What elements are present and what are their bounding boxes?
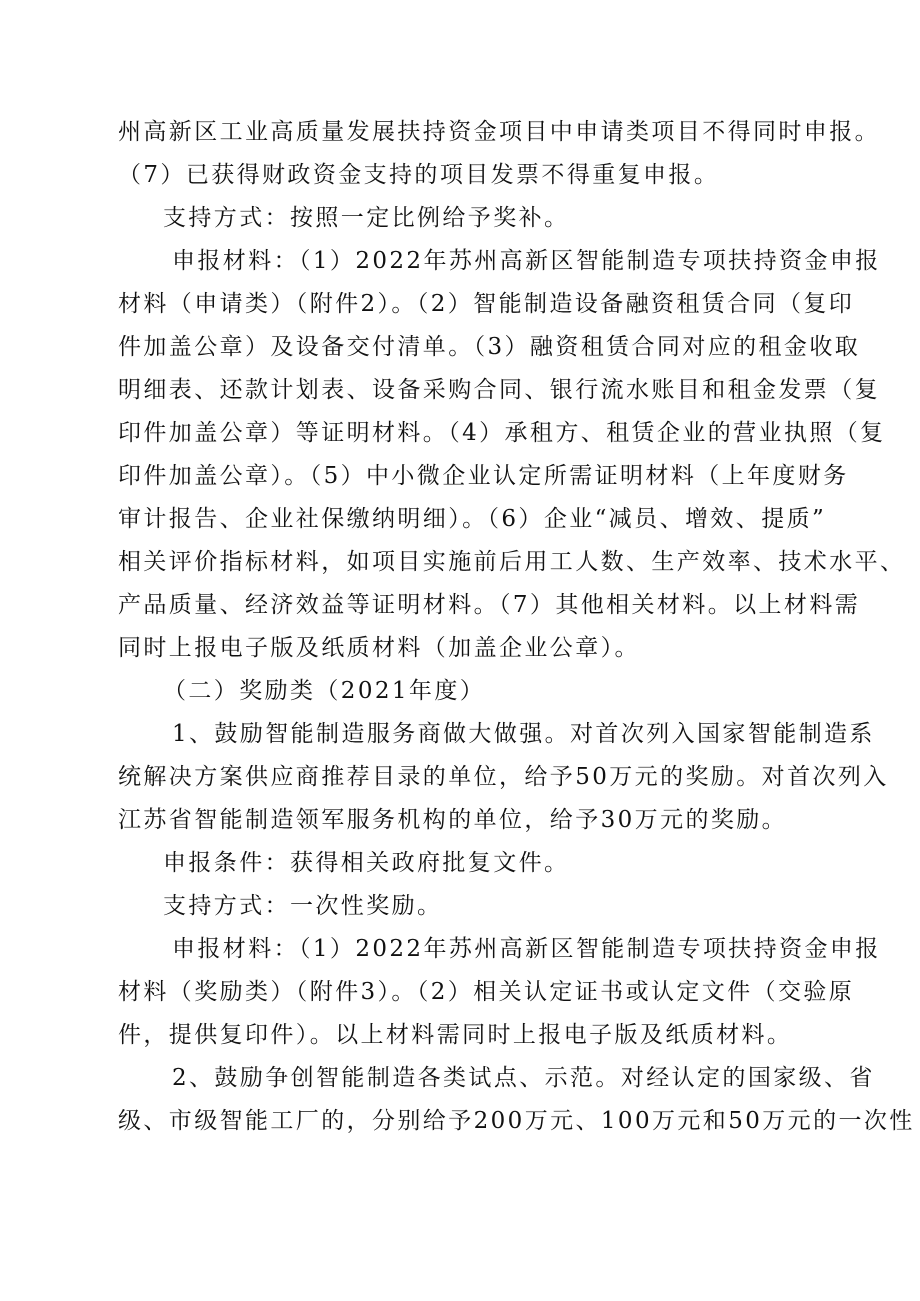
text-line: 2、鼓励争创智能制造各类试点、示范。对经认定的国家级、省 xyxy=(172,1065,875,1091)
text-line: 申报材料：（1）2022年苏州高新区智能制造专项扶持资金申报 xyxy=(172,936,881,962)
text-line: 支持方式：一次性奖励。 xyxy=(163,893,443,919)
text-line: 级、市级智能工厂的，分别给予200万元、100万元和50万元的一次性 xyxy=(118,1108,915,1134)
text-line: 相关评价指标材料，如项目实施前后用工人数、生产效率、技术水平、 xyxy=(118,549,906,575)
text-line: 明细表、还款计划表、设备采购合同、银行流水账目和租金发票（复 xyxy=(118,377,880,403)
text-line: 1、鼓励智能制造服务商做大做强。对首次列入国家智能制造系 xyxy=(172,721,875,747)
text-line: 申报材料：（1）2022年苏州高新区智能制造专项扶持资金申报 xyxy=(172,248,881,274)
text-line: 江苏省智能制造领军服务机构的单位，给予30万元的奖励。 xyxy=(118,807,788,833)
text-line: 材料（奖励类）（附件3）。（2）相关认定证书或认定文件（交验原 xyxy=(118,979,855,1005)
text-line: 同时上报电子版及纸质材料（加盖企业公章）。 xyxy=(118,635,640,661)
text-line: 申报条件：获得相关政府批复文件。 xyxy=(163,850,570,876)
text-line: 州高新区工业高质量发展扶持资金项目中申请类项目不得同时申报。 xyxy=(118,119,880,145)
section-heading: （二）奖励类（2021年度） xyxy=(163,678,486,704)
text-line: （7）已获得财政资金支持的项目发票不得重复申报。 xyxy=(118,162,720,188)
text-line: 审计报告、企业社保缴纳明细）。（6）企业“减员、增效、提质” xyxy=(118,506,827,532)
text-line: 产品质量、经济效益等证明材料。（7）其他相关材料。以上材料需 xyxy=(118,592,861,618)
text-line: 件加盖公章）及设备交付清单。（3）融资租赁合同对应的租金收取 xyxy=(118,334,861,360)
text-line: 支持方式：按照一定比例给予奖补。 xyxy=(163,205,570,231)
text-line: 印件加盖公章）等证明材料。（4）承租方、租赁企业的营业执照（复 xyxy=(118,420,886,446)
text-line: 件，提供复印件）。以上材料需同时上报电子版及纸质材料。 xyxy=(118,1022,793,1048)
text-line: 印件加盖公章）。（5）中小微企业认定所需证明材料（上年度财务 xyxy=(118,463,849,489)
text-line: 材料（申请类）（附件2）。（2）智能制造设备融资租赁合同（复印 xyxy=(118,291,855,317)
text-line: 统解决方案供应商推荐目录的单位，给予50万元的奖励。对首次列入 xyxy=(118,764,889,790)
